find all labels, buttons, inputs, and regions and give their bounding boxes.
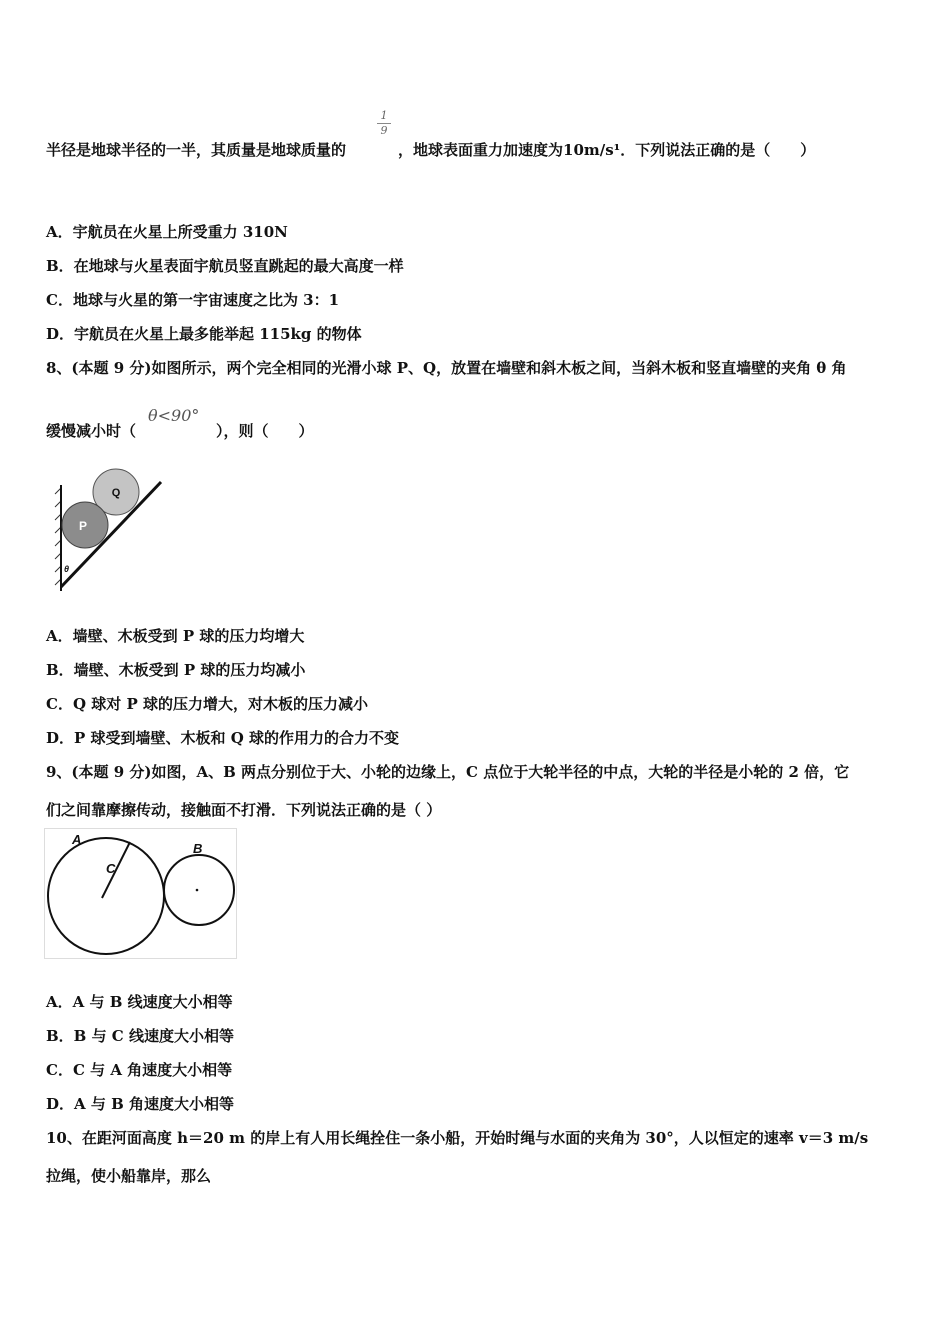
q7-option-d: D．宇航员在火星上最多能举起 115kg 的物体 (46, 325, 362, 343)
q9-option-a: A．A 与 B 线速度大小相等 (46, 993, 233, 1011)
q10-stem-line2: 拉绳，使小船靠岸，那么 (46, 1167, 212, 1185)
q8-option-a: A．墙壁、木板受到 P 球的压力均增大 (46, 627, 305, 645)
point-c-label: C (106, 861, 116, 876)
small-wheel (164, 855, 234, 925)
point-b-label: B (193, 841, 203, 856)
q8-condition-formula: θ<90° (148, 406, 200, 425)
q9-stem-line1: 9、(本题 9 分)如图，A、B 两点分别位于大、小轮的边缘上，C 点位于大轮半径的中点，大轮的半径是小轮的 2 倍，它 (46, 763, 850, 781)
q9-option-c: C．C 与 A 角速度大小相等 (46, 1061, 233, 1079)
q10-stem-line1: 10、在距河面高度 h＝20 m 的岸上有人用长绳拴住一条小船，开始时绳与水面的夹角为 30°，人以恒定的速率 v＝3 m/s (46, 1129, 869, 1147)
q8-option-d: D．P 球受到墙壁、木板和 Q 球的作用力的合力不变 (46, 729, 400, 747)
fraction-one-ninth: 1 9 (377, 110, 391, 137)
q8-stem-line2: 缓慢减小时（ (46, 422, 137, 440)
q8-figure-balls-incline (50, 463, 170, 595)
q9-option-b: B．B 与 C 线速度大小相等 (46, 1027, 234, 1045)
large-wheel (48, 838, 164, 954)
q8-stem-line1: 8、(本题 9 分)如图所示，两个完全相同的光滑小球 P、Q，放置在墙壁和斜木板之间，当斜木板和竖直墙壁的夹角 θ 角 (46, 359, 847, 377)
q7-stem-b: ，地球表面重力加速度为10m/s¹．下列说法正确的是（ ） (398, 141, 816, 159)
q9-option-d: D．A 与 B 角速度大小相等 (46, 1095, 234, 1113)
theta-label: θ (64, 564, 70, 574)
q7-option-b: B．在地球与火星表面宇航员竖直跳起的最大高度一样 (46, 257, 404, 275)
q9-figure-wheels (44, 828, 238, 960)
ball-p-label: P (78, 519, 88, 533)
q8-option-b: B．墙壁、木板受到 P 球的压力均减小 (46, 661, 306, 679)
point-a-label: A (72, 832, 82, 847)
q7-option-c: C．地球与火星的第一宇宙速度之比为 3：1 (46, 291, 340, 309)
q8-option-c: C．Q 球对 P 球的压力增大，对木板的压力减小 (46, 695, 368, 713)
ball-q-label: Q (111, 487, 121, 499)
q8-stem-line2-end: ），则（ ） (216, 422, 314, 440)
q7-stem-a: 半径是地球半径的一半，其质量是地球质量的 (46, 141, 347, 159)
q7-option-a: A．宇航员在火星上所受重力 310N (46, 223, 288, 241)
q9-stem-line2: 们之间靠摩擦传动，接触面不打滑．下列说法正确的是（ ） (46, 801, 442, 819)
small-wheel-center (196, 889, 199, 892)
